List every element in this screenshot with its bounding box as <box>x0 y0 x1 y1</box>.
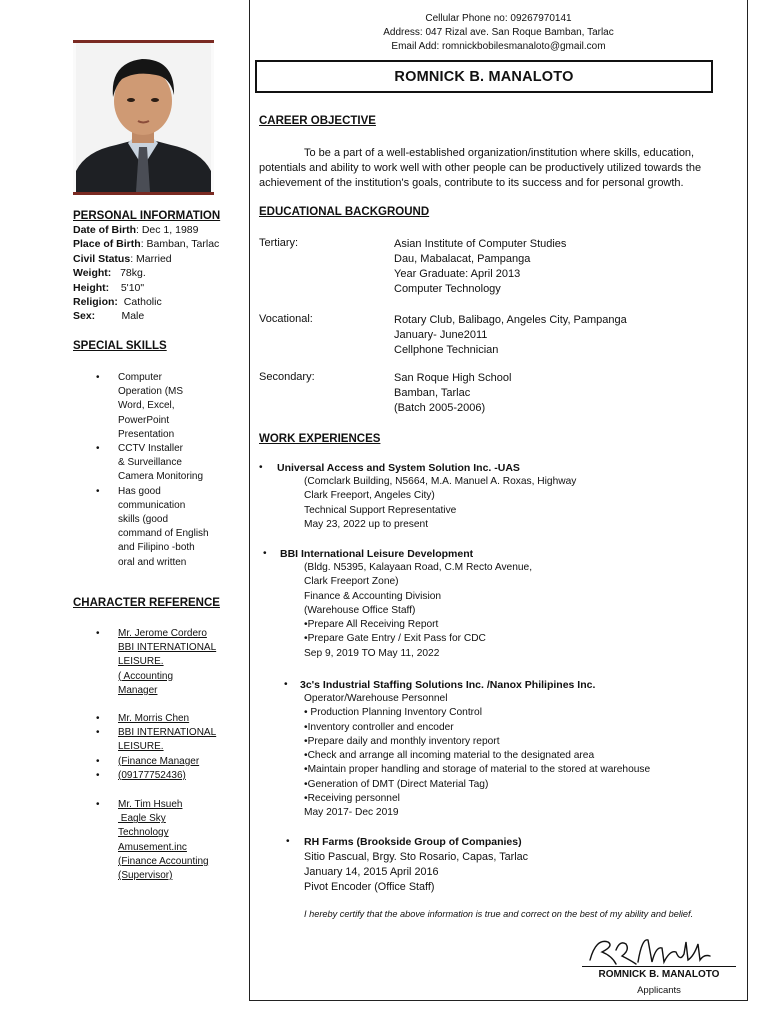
reference-line <box>118 869 228 883</box>
secondary-location: Bamban, Tarlac <box>394 387 471 399</box>
personal-info-row <box>73 237 233 251</box>
personal-info-separator: : <box>136 224 142 236</box>
special-skill-line <box>118 385 228 399</box>
reference-line <box>96 627 228 641</box>
job-4-bullet: • <box>286 836 290 847</box>
reference-3 <box>96 798 228 883</box>
job-2-line: (Warehouse Office Staff) <box>304 604 416 616</box>
skill-text: and Filipino -both <box>118 542 195 554</box>
secondary-school: San Roque High School <box>394 372 512 384</box>
personal-info-separator <box>95 310 121 322</box>
personal-info-value: Bamban, Tarlac <box>146 238 220 251</box>
special-skills-list <box>96 371 228 570</box>
objective-line-2: potentials and ability to work well with other people can be productively utilized towards the <box>259 162 702 174</box>
personal-information-section <box>73 210 233 324</box>
character-reference-heading: CHARACTER REFERENCE <box>73 597 220 609</box>
special-skill-line <box>118 513 228 527</box>
reference-line <box>118 670 228 684</box>
reference-2-name: • Mr. Morris Chen <box>96 713 190 724</box>
reference-2 <box>96 712 228 783</box>
job-3-bullet: • <box>284 679 288 690</box>
reference-text: Manager <box>118 684 158 696</box>
reference-line <box>118 841 228 855</box>
skill-text: Operation (MS <box>118 386 184 398</box>
character-reference-section <box>73 597 233 609</box>
special-skill-line <box>96 442 228 456</box>
special-skill-line <box>118 470 228 484</box>
special-skill-line <box>118 541 228 555</box>
tertiary-label: Tertiary: <box>259 237 299 249</box>
skill-text: Camera Monitoring <box>118 471 204 483</box>
personal-info-row <box>73 266 233 280</box>
skill-text: Computer <box>118 372 162 383</box>
job-2-line: •Prepare All Receiving Report <box>304 619 439 631</box>
personal-info-row <box>73 252 233 266</box>
tertiary-location: Dau, Mabalacat, Pampanga <box>394 253 531 265</box>
personal-info-separator <box>109 282 121 294</box>
skill-bullet: • <box>96 485 100 497</box>
secondary-batch: (Batch 2005-2006) <box>394 402 486 414</box>
tertiary-year: Year Graduate: April 2013 <box>394 268 521 280</box>
skill-text: PowerPoint <box>118 414 170 426</box>
vocational-label: Vocational: <box>259 313 313 325</box>
job-2-bullet: • <box>263 548 267 559</box>
objective-line-1: To be a part of a well-established organization/institution where skills, education, <box>304 147 695 159</box>
special-skill-line <box>118 456 228 470</box>
personal-info-label: Place of Birth <box>73 238 141 251</box>
skill-text: Has good <box>118 485 161 497</box>
personal-info-value: Dec 1, 1989 <box>141 224 199 236</box>
photo-image <box>76 43 211 192</box>
job-3-line: •Prepare daily and monthly inventory report <box>304 735 500 747</box>
job-3-line: • Production Planning Inventory Control <box>304 707 482 719</box>
reference-line <box>96 798 228 812</box>
career-objective-heading: CAREER OBJECTIVE <box>259 115 376 127</box>
skill-bullet: • <box>96 372 100 383</box>
special-skill-line <box>96 371 228 385</box>
tertiary-school: Asian Institute of Computer Studies <box>394 238 567 250</box>
reference-text: (Finance Accounting <box>118 855 209 867</box>
job-3-line: May 2017- Dec 2019 <box>304 807 399 819</box>
job-2-line: Finance & Accounting Division <box>304 590 442 602</box>
skill-text: oral and written <box>118 556 187 568</box>
special-skill-line <box>118 399 228 413</box>
photo-bottom-border <box>73 192 214 195</box>
vocational-dates: January- June2011 <box>394 329 488 341</box>
personal-info-separator: : <box>130 252 137 265</box>
job-1-line: Technical Support Representative <box>304 504 457 516</box>
personal-info-value: Catholic <box>123 296 162 309</box>
job-2-details <box>304 561 532 661</box>
reference-text: Amusement.inc <box>118 841 187 853</box>
job-4-title: RH Farms (Brookside Group of Companies) <box>304 836 522 848</box>
reference-text: Eagle Sky <box>118 813 166 825</box>
special-skill-line <box>96 485 228 499</box>
reference-text: Technology <box>118 827 169 839</box>
educational-background-heading: EDUCATIONAL BACKGROUND <box>259 206 430 218</box>
skill-text: Word, Excel, <box>118 400 175 412</box>
reference-line <box>118 812 228 826</box>
reference-2-phone: • (09177752436) <box>96 769 186 781</box>
skill-text: & Surveillance <box>118 457 182 469</box>
special-skills-heading: SPECIAL SKILLS <box>73 340 167 352</box>
job-1-bullet: • <box>259 462 263 473</box>
job-1-title: Universal Access and System Solution Inc. -UAS <box>277 462 520 474</box>
personal-info-row <box>73 223 233 237</box>
special-skills-section <box>73 340 233 352</box>
skill-text: communication <box>118 499 186 511</box>
certification-statement: I hereby certify that the above information is true and correct on the best of my ability and belief. <box>304 909 694 919</box>
personal-info-label: Sex: <box>73 310 96 323</box>
personal-info-row <box>73 309 233 323</box>
job-1-line: (Comclark Building, N5664, M.A. Manuel A. Roxas, Highway <box>304 476 577 487</box>
job-3-line: •Check and arrange all incoming material to the designated area <box>304 750 595 762</box>
job-1-line: Clark Freeport, Angeles City) <box>304 490 435 502</box>
reference-text: Mr. Jerome Cordero <box>118 628 207 639</box>
personal-information-heading: PERSONAL INFORMATION <box>73 210 221 222</box>
job-2-line: Sep 9, 2019 TO May 11, 2022 <box>304 647 440 659</box>
skill-text: Presentation <box>118 428 175 440</box>
work-experiences-heading: WORK EXPERIENCES <box>259 433 381 445</box>
signature-name: ROMNICK B. MANALOTO <box>598 969 720 980</box>
job-3-line: •Maintain proper handling and storage of material to the stored at warehouse <box>304 764 651 776</box>
personal-info-label: Religion: <box>73 296 118 309</box>
handwritten-signature-image <box>586 934 716 970</box>
skill-text: CCTV Installer <box>118 443 184 455</box>
job-4-line: Pivot Encoder (Office Staff) <box>304 881 435 893</box>
reference-1 <box>96 627 228 698</box>
personal-info-label: Height: <box>73 281 110 294</box>
contact-address: Address: 047 Rizal ave. San Roque Bamban, Tarlac <box>383 27 614 38</box>
reference-2-company: • BBI INTERNATIONAL <box>96 727 217 739</box>
person-portrait-image <box>76 43 211 192</box>
reference-text: (Supervisor) <box>118 870 173 882</box>
job-3-line: •Inventory controller and encoder <box>304 721 454 733</box>
personal-info-separator <box>111 267 120 279</box>
contact-email: Email Add: romnickbobilesmanaloto@gmail.com <box>391 41 606 52</box>
personal-info-row <box>73 295 233 309</box>
secondary-details <box>394 371 511 416</box>
tertiary-details <box>394 237 566 297</box>
special-skill-line <box>118 527 228 541</box>
skill-text: command of English <box>118 528 209 540</box>
reference-text: LEISURE. <box>118 656 164 668</box>
job-2-line: Clark Freeport Zone) <box>304 576 399 588</box>
job-4-details <box>304 850 528 895</box>
personal-info-label: Date of Birth <box>73 224 136 236</box>
special-skill-line <box>118 499 228 513</box>
reference-bullet: • <box>96 799 100 810</box>
special-skill-line <box>118 414 228 428</box>
reference-text: Mr. Tim Hsueh <box>118 799 183 810</box>
job-2-title: BBI International Leisure Development <box>280 548 474 560</box>
reference-line <box>118 855 228 869</box>
personal-info-label: Civil Status <box>73 252 131 265</box>
job-1-line: May 23, 2022 up to present <box>304 518 429 530</box>
reference-line <box>118 684 228 698</box>
personal-info-value: 78kg. <box>120 267 146 280</box>
special-skill-line <box>118 556 228 570</box>
personal-info-separator: : <box>140 238 147 251</box>
vocational-details <box>394 313 627 358</box>
signature-line <box>582 966 736 967</box>
job-3-line: •Receiving personnel <box>304 793 400 805</box>
applicant-name-title: ROMNICK B. MANALOTO <box>255 60 713 93</box>
reference-2-position: • (Finance Manager <box>96 755 200 767</box>
objective-line-3: achievement of the institution's goals, contribute to its success and for personal growth. <box>259 177 684 189</box>
reference-bullet: • <box>96 628 100 639</box>
reference-2-company-cont: LEISURE. <box>118 741 164 753</box>
job-4-line: Sitio Pascual, Brgy. Sto Rosario, Capas, Tarlac <box>304 851 529 863</box>
special-skill-line <box>118 428 228 442</box>
secondary-label: Secondary: <box>259 371 315 383</box>
personal-info-value: Male <box>121 310 145 323</box>
reference-line <box>118 641 228 655</box>
profile-photo <box>73 40 214 195</box>
contact-phone: Cellular Phone no: 09267970141 <box>425 13 572 24</box>
job-4-line: January 14, 2015 April 2016 <box>304 866 439 878</box>
job-2-line: •Prepare Gate Entry / Exit Pass for CDC <box>304 633 486 645</box>
job-3-line: •Generation of DMT (Direct Material Tag) <box>304 778 489 790</box>
job-1-details <box>304 475 576 532</box>
personal-info-row <box>73 281 233 295</box>
signature-role: Applicants <box>637 985 681 996</box>
vocational-school: Rotary Club, Balibago, Angeles City, Pampanga <box>394 314 627 326</box>
job-3-details <box>304 692 650 821</box>
reference-text: ( Accounting <box>118 670 174 682</box>
job-2-line: (Bldg. N5395, Kalayaan Road, C.M Recto Avenue, <box>304 562 533 573</box>
tertiary-course: Computer Technology <box>394 283 501 295</box>
reference-line <box>118 655 228 669</box>
vocational-course: Cellphone Technician <box>394 344 499 356</box>
job-3-title: 3c's Industrial Staffing Solutions Inc. /Nanox Philipines Inc. <box>300 679 596 691</box>
reference-line <box>118 826 228 840</box>
job-3-line: Operator/Warehouse Personnel <box>304 693 448 704</box>
personal-info-value: Married <box>136 252 172 265</box>
reference-text: BBI INTERNATIONAL <box>118 642 217 654</box>
skill-text: skills (good <box>118 514 169 526</box>
personal-info-label: Weight: <box>73 267 112 280</box>
skill-bullet: • <box>96 443 100 455</box>
personal-info-value: 5'10" <box>120 281 145 294</box>
